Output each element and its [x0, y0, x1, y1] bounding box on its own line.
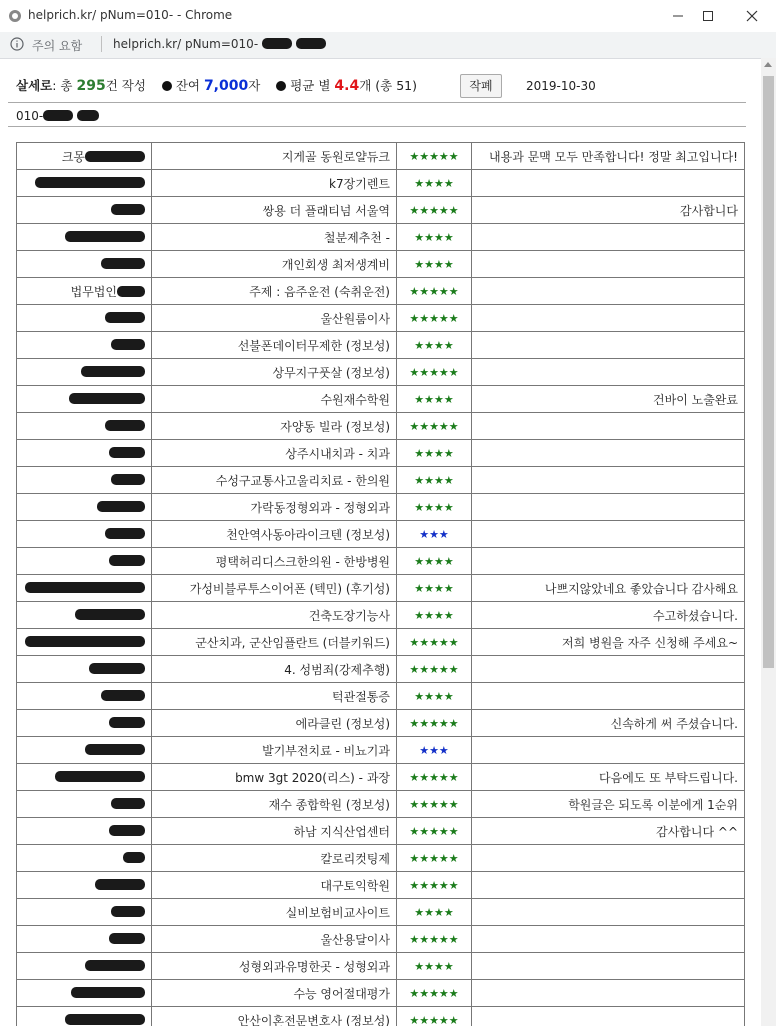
star-rating: ★★★★ [397, 170, 472, 197]
table-row [17, 548, 745, 575]
table-row [17, 764, 745, 791]
requester-cell [17, 818, 152, 845]
window-titlebar [0, 0, 776, 33]
avg-label: 평균 별 [290, 78, 335, 93]
keyword-title: 울산원룸이사 [152, 305, 397, 332]
table-row [17, 602, 745, 629]
star-rating: ★★★★★ [397, 629, 472, 656]
keyword-title: 턱관절통증 [152, 683, 397, 710]
table-row [17, 872, 745, 899]
star-rating: ★★★★★ [397, 359, 472, 386]
requester-cell [17, 386, 152, 413]
review-comment [472, 953, 745, 980]
star-rating: ★★★★★ [397, 197, 472, 224]
star-rating: ★★★★ [397, 440, 472, 467]
maximize-button[interactable] [694, 4, 722, 28]
requester-cell [17, 521, 152, 548]
globe-icon [8, 9, 22, 23]
star-rating: ★★★★ [397, 467, 472, 494]
review-comment: 나쁘지않았네요 좋았습니다 감사해요 [472, 575, 745, 602]
keyword-title: 수능 영어절대평가 [152, 980, 397, 1007]
keyword-title: 선불폰데이터무제한 (정보성) [152, 332, 397, 359]
scroll-up-icon[interactable] [764, 62, 772, 67]
keyword-title: 쌍용 더 플래티넘 서울역 [152, 197, 397, 224]
review-comment: 다음에도 또 부탁드립니다. [472, 764, 745, 791]
table-row [17, 818, 745, 845]
table-row [17, 926, 745, 953]
star-rating: ★★★★★ [397, 764, 472, 791]
table-row [17, 467, 745, 494]
table-row [17, 656, 745, 683]
requester-cell [17, 602, 152, 629]
review-comment [472, 170, 745, 197]
balance-unit: 자 [248, 78, 261, 93]
keyword-title: 건축도장기능사 [152, 602, 397, 629]
keyword-title: 에라클린 (정보성) [152, 710, 397, 737]
table-row [17, 1007, 745, 1026]
table-row [17, 899, 745, 926]
table-row [17, 521, 745, 548]
review-comment [472, 494, 745, 521]
review-comment [472, 332, 745, 359]
close-button[interactable] [738, 4, 766, 28]
redacted-mark [69, 393, 145, 404]
star-rating: ★★★★ [397, 548, 472, 575]
review-comment: 수고하셨습니다. [472, 602, 745, 629]
keyword-title: 자양동 빌라 (정보성) [152, 413, 397, 440]
address-divider [101, 36, 102, 52]
redacted-mark [55, 771, 145, 782]
star-rating: ★★★★★ [397, 413, 472, 440]
requester-cell [17, 791, 152, 818]
requester-cell [17, 980, 152, 1007]
review-comment [472, 278, 745, 305]
total-prefix: : 총 [52, 78, 77, 93]
url-text[interactable] [113, 37, 326, 51]
maximize-icon [702, 10, 714, 22]
redacted-mark [109, 825, 145, 836]
redacted-mark [85, 151, 145, 162]
review-comment [472, 224, 745, 251]
table-row [17, 629, 745, 656]
table-row [17, 251, 745, 278]
review-comment: 감사합니다 ^^ [472, 818, 745, 845]
review-comment [472, 413, 745, 440]
review-comment: 저희 병원을 자주 신청해 주세요~ [472, 629, 745, 656]
url-value: helprich.kr/ pNum=010- [113, 37, 259, 51]
star-rating: ★★★★ [397, 899, 472, 926]
redacted-mark [65, 231, 145, 242]
redacted-mark [111, 339, 145, 350]
redacted-mark [43, 110, 73, 121]
review-comment [472, 737, 745, 764]
requester-cell [17, 332, 152, 359]
table-row [17, 710, 745, 737]
star-rating: ★★★★ [397, 683, 472, 710]
redacted-mark [111, 204, 145, 215]
star-rating: ★★★★ [397, 494, 472, 521]
keyword-title: 지게골 동원로얄듀크 [152, 143, 397, 170]
requester-cell [17, 251, 152, 278]
scrollbar-thumb[interactable] [763, 76, 774, 668]
requester-cell [17, 575, 152, 602]
keyword-title: 상무지구풋살 (정보성) [152, 359, 397, 386]
table-row [17, 845, 745, 872]
review-comment [472, 872, 745, 899]
review-comment [472, 521, 745, 548]
star-rating: ★★★★ [397, 575, 472, 602]
redacted-mark [71, 987, 145, 998]
redacted-mark [95, 879, 145, 890]
date-label: 2019-10-30 [526, 79, 596, 93]
requester-cell [17, 170, 152, 197]
star-rating: ★★★★★ [397, 710, 472, 737]
keyword-title: 군산치과, 군산임플란트 (더블키워드) [152, 629, 397, 656]
action-button[interactable]: 작폐 [460, 74, 502, 98]
star-rating: ★★★★★ [397, 791, 472, 818]
redacted-mark [117, 286, 145, 297]
star-rating: ★★★ [397, 737, 472, 764]
requester-cell [17, 683, 152, 710]
review-comment [472, 980, 745, 1007]
redacted-mark [262, 38, 292, 49]
redacted-mark [81, 366, 145, 377]
table-row [17, 305, 745, 332]
keyword-title: 성형외과유명한곳 - 성형외과 [152, 953, 397, 980]
review-comment [472, 359, 745, 386]
redacted-mark [85, 744, 145, 755]
requester-cell [17, 629, 152, 656]
keyword-title: 수성구교통사고울리치료 - 한의원 [152, 467, 397, 494]
star-rating: ★★★★ [397, 224, 472, 251]
divider [8, 126, 746, 127]
table-row [17, 737, 745, 764]
review-table [16, 142, 745, 1026]
requester-cell [17, 872, 152, 899]
star-rating: ★★★★★ [397, 1007, 472, 1026]
redacted-mark [111, 906, 145, 917]
table-row [17, 683, 745, 710]
requester-cell [17, 413, 152, 440]
redacted-mark [25, 582, 145, 593]
redacted-mark [109, 447, 145, 458]
keyword-title: 평택허리디스크한의원 - 한방병원 [152, 548, 397, 575]
requester-cell [17, 224, 152, 251]
keyword-title: k7장기렌트 [152, 170, 397, 197]
redacted-mark [109, 717, 145, 728]
security-warning[interactable]: 주의 요함 [32, 39, 83, 53]
review-comment [472, 467, 745, 494]
requester-cell [17, 953, 152, 980]
address-bar[interactable] [0, 32, 776, 59]
table-row [17, 980, 745, 1007]
table-row [17, 197, 745, 224]
review-comment: 신속하게 써 주셨습니다. [472, 710, 745, 737]
table-row [17, 224, 745, 251]
review-comment [472, 926, 745, 953]
table-row [17, 170, 745, 197]
info-icon[interactable] [10, 37, 24, 51]
redacted-mark [111, 474, 145, 485]
redacted-mark [101, 258, 145, 269]
keyword-title: 수원재수학원 [152, 386, 397, 413]
redacted-mark [123, 852, 145, 863]
requester-cell [17, 197, 152, 224]
divider [8, 102, 746, 103]
keyword-title: 대구토익학원 [152, 872, 397, 899]
requester-cell [17, 710, 152, 737]
keyword-title: 주제 : 음주운전 (숙취운전) [152, 278, 397, 305]
redacted-mark [97, 501, 145, 512]
keyword-title: 천안역사동아라이크텐 (정보성) [152, 521, 397, 548]
total-count: 295 [76, 78, 106, 94]
requester-name: 법무법인 [70, 284, 117, 299]
review-comment [472, 440, 745, 467]
redacted-mark [296, 38, 326, 49]
requester-cell [17, 845, 152, 872]
requester-cell [17, 656, 152, 683]
redacted-mark [109, 555, 145, 566]
balance-label: 잔여 [175, 78, 204, 93]
table-row [17, 494, 745, 521]
keyword-title: 철분제추천 - [152, 224, 397, 251]
requester-cell [17, 548, 152, 575]
requester-cell [17, 1007, 152, 1026]
star-rating: ★★★★ [397, 953, 472, 980]
review-comment [472, 251, 745, 278]
redacted-mark [89, 663, 145, 674]
table-row [17, 143, 745, 170]
keyword-title: 4. 성범죄(강제추행) [152, 656, 397, 683]
keyword-title: 개인회생 최저생계비 [152, 251, 397, 278]
requester-name: 크몽 [61, 149, 85, 164]
balance-value: 7,000 [203, 78, 249, 94]
minimize-button[interactable] [664, 4, 692, 28]
table-row [17, 413, 745, 440]
redacted-mark [105, 312, 145, 323]
close-icon [746, 10, 758, 22]
table-row [17, 953, 745, 980]
keyword-title: 울산용달이사 [152, 926, 397, 953]
review-comment [472, 899, 745, 926]
table-row [17, 278, 745, 305]
vertical-scrollbar[interactable] [761, 58, 776, 1026]
avg-value: 4.4 [334, 78, 360, 94]
table-row [17, 791, 745, 818]
total-suffix: 건 작성 [105, 78, 146, 93]
star-rating: ★★★ [397, 521, 472, 548]
requester-cell [17, 440, 152, 467]
requester-cell [17, 494, 152, 521]
star-rating: ★★★★★ [397, 980, 472, 1007]
review-comment [472, 656, 745, 683]
review-comment [472, 1007, 745, 1026]
star-rating: ★★★★ [397, 251, 472, 278]
review-comment: 건바이 노출완료 [472, 386, 745, 413]
keyword-title: 가성비블루투스이어폰 (텍민) (후기성) [152, 575, 397, 602]
requester-cell [17, 737, 152, 764]
review-comment: 감사합니다 [472, 197, 745, 224]
redacted-mark [105, 528, 145, 539]
keyword-title: 상주시내치과 - 치과 [152, 440, 397, 467]
star-rating: ★★★★ [397, 602, 472, 629]
redacted-mark [75, 609, 145, 620]
star-rating: ★★★★ [397, 386, 472, 413]
redacted-mark [85, 960, 145, 971]
star-rating: ★★★★★ [397, 845, 472, 872]
keyword-title: 발기부전치료 - 비뇨기과 [152, 737, 397, 764]
redacted-mark [109, 933, 145, 944]
bullet-icon [276, 81, 286, 91]
star-rating: ★★★★★ [397, 305, 472, 332]
table-row [17, 575, 745, 602]
phone-prefix: 010- [16, 109, 44, 123]
redacted-mark [35, 177, 145, 188]
star-rating: ★★★★★ [397, 143, 472, 170]
window-title: helprich.kr/ pNum=010- - Chrome [28, 8, 233, 22]
stats-line [16, 76, 417, 94]
review-comment [472, 548, 745, 575]
keyword-title: 칼로리컷팅제 [152, 845, 397, 872]
requester-cell [17, 305, 152, 332]
writer-name: 살세로 [16, 78, 53, 93]
star-rating: ★★★★★ [397, 278, 472, 305]
redacted-mark [105, 420, 145, 431]
bullet-icon [162, 81, 172, 91]
star-rating: ★★★★★ [397, 818, 472, 845]
phone-number [16, 109, 99, 123]
review-comment [472, 683, 745, 710]
star-rating: ★★★★★ [397, 872, 472, 899]
keyword-title: 실비보험비교사이트 [152, 899, 397, 926]
table-row [17, 386, 745, 413]
table-row [17, 359, 745, 386]
requester-cell [17, 899, 152, 926]
star-rating: ★★★★★ [397, 926, 472, 953]
requester-cell [17, 143, 152, 170]
requester-cell [17, 278, 152, 305]
requester-cell [17, 926, 152, 953]
requester-cell [17, 467, 152, 494]
minimize-icon [672, 10, 684, 22]
review-comment [472, 305, 745, 332]
keyword-title: 재수 종합학원 (정보성) [152, 791, 397, 818]
keyword-title: 하남 지식산업센터 [152, 818, 397, 845]
keyword-title: 가락동정형외과 - 정형외과 [152, 494, 397, 521]
review-comment [472, 845, 745, 872]
table-row [17, 440, 745, 467]
star-rating: ★★★★★ [397, 656, 472, 683]
table-row [17, 332, 745, 359]
keyword-title: bmw 3gt 2020(리스) - 과장 [152, 764, 397, 791]
redacted-mark [101, 690, 145, 701]
redacted-mark [111, 798, 145, 809]
keyword-title: 안산이혼전문변호사 (정보성) [152, 1007, 397, 1026]
redacted-mark [65, 1014, 145, 1025]
avg-suffix: 개 (총 51) [359, 78, 417, 93]
review-comment: 학원글은 되도록 이분에게 1순위 [472, 791, 745, 818]
requester-cell [17, 764, 152, 791]
redacted-mark [25, 636, 145, 647]
requester-cell [17, 359, 152, 386]
review-comment: 내용과 문맥 모두 만족합니다! 정말 최고입니다! [472, 143, 745, 170]
redacted-mark [77, 110, 99, 121]
star-rating: ★★★★ [397, 332, 472, 359]
page-content [0, 58, 761, 1026]
